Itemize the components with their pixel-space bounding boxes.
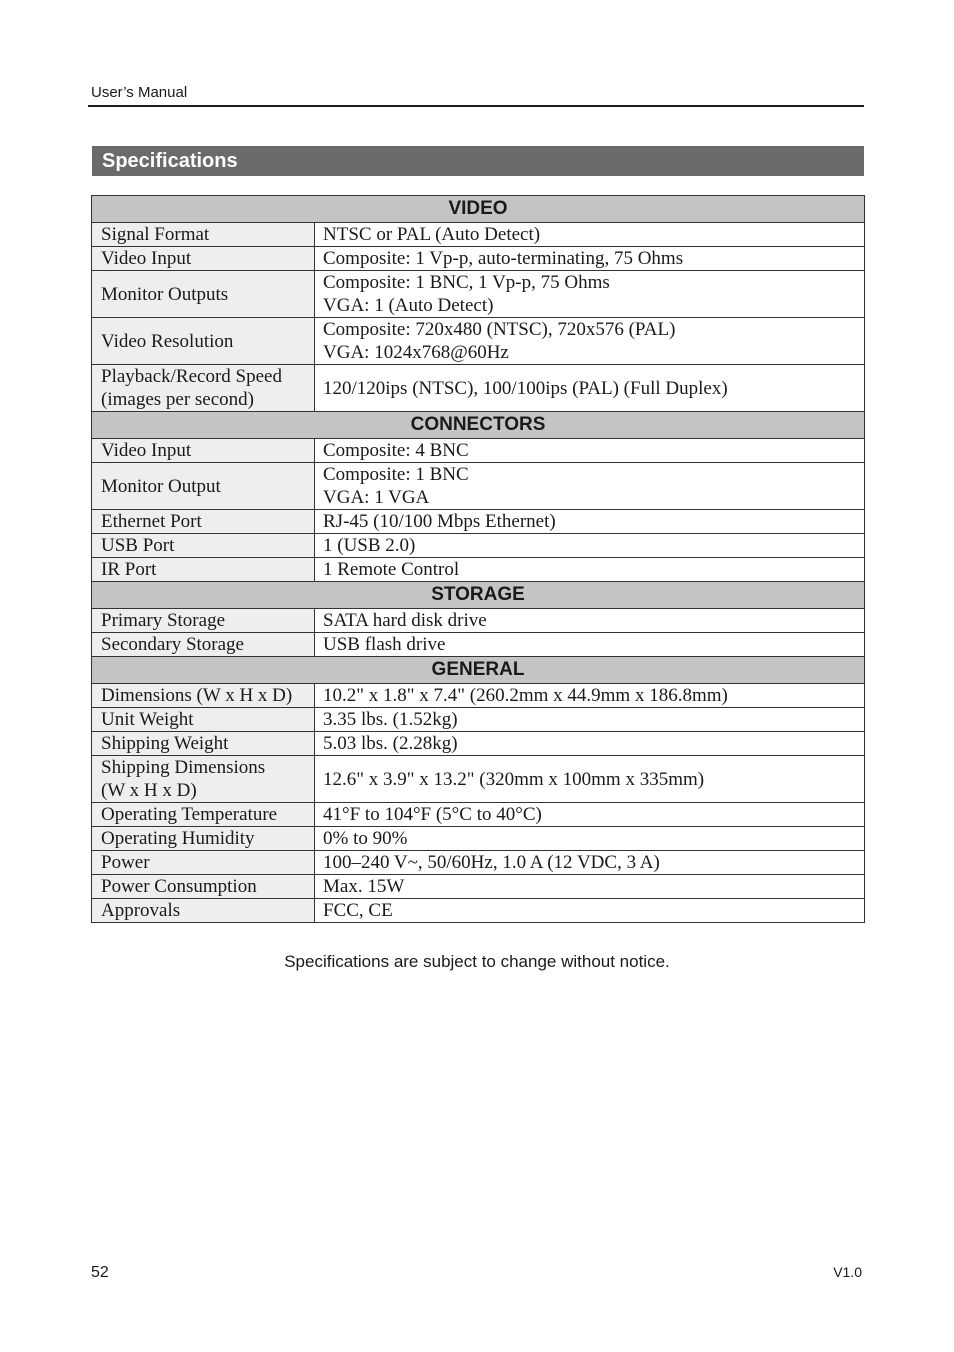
spec-label-cell [92,247,315,271]
spec-value: Composite: 1 BNC [323,464,469,485]
spec-value-cell [315,318,865,365]
spec-value-cell [315,684,865,708]
spec-label-cell [92,633,315,657]
spec-label: Operating Temperature [101,804,278,825]
table-row [92,732,865,756]
table-row [92,899,865,923]
table-row [92,558,865,582]
spec-value-cell [315,223,865,247]
spec-label-cell [92,534,315,558]
spec-value-cell [315,756,865,803]
category-row [92,196,865,223]
spec-label-cell [92,803,315,827]
table-row [92,875,865,899]
page-number: 52 [91,1264,109,1281]
spec-value: FCC, CE [323,900,393,921]
spec-label: Signal Format [101,224,210,245]
spec-value-cell [315,803,865,827]
table-row [92,318,865,365]
section-title: Specifications [102,149,238,172]
spec-value: VGA: 1 VGA [323,487,430,508]
spec-label-cell [92,875,315,899]
category-header: VIDEO [92,196,865,223]
spec-value-cell [315,708,865,732]
spec-table [91,195,865,923]
spec-label-cell [92,271,315,318]
spec-value: 41°F to 104°F (5°C to 40°C) [323,804,542,825]
spec-value-cell [315,732,865,756]
spec-value-cell [315,851,865,875]
spec-label: Monitor Outputs [101,283,229,305]
spec-label: Secondary Storage [101,634,244,655]
category-header: GENERAL [92,657,865,684]
spec-value-cell [315,463,865,510]
spec-value: 1 (USB 2.0) [323,535,416,556]
spec-label: Shipping Weight [101,733,229,754]
category-header: CONNECTORS [92,412,865,439]
running-header: User’s Manual [91,84,188,101]
spec-table-body [92,196,865,923]
table-row [92,756,865,803]
spec-value-cell [315,633,865,657]
spec-value: VGA: 1 (Auto Detect) [323,295,494,316]
spec-value: 120/120ips (NTSC), 100/100ips (PAL) (Full Duplex) [323,377,728,399]
spec-label: Operating Humidity [101,828,255,849]
spec-label: Power [101,852,150,873]
spec-label: Video Input [101,248,192,269]
spec-value-cell [315,271,865,318]
table-row [92,365,865,412]
spec-value: Max. 15W [323,876,405,897]
table-row [92,609,865,633]
spec-value-cell [315,534,865,558]
spec-label-cell [92,732,315,756]
spec-value-cell [315,439,865,463]
header-rule [88,105,864,107]
spec-label-cell [92,365,315,412]
spec-value: Composite: 4 BNC [323,440,469,461]
spec-value: NTSC or PAL (Auto Detect) [323,224,541,245]
spec-label-cell [92,609,315,633]
spec-value-cell [315,558,865,582]
spec-label-cell [92,851,315,875]
spec-label: Unit Weight [101,709,194,730]
category-header: STORAGE [92,582,865,609]
spec-label-cell [92,756,315,803]
table-row [92,439,865,463]
spec-label-cell [92,558,315,582]
spec-label: Playback/Record Speed [101,366,282,387]
spec-value-cell [315,247,865,271]
spec-value: 100–240 V~, 50/60Hz, 1.0 A (12 VDC, 3 A) [323,852,660,873]
spec-label-cell [92,463,315,510]
spec-value: 12.6" x 3.9" x 13.2" (320mm x 100mm x 335mm) [323,768,705,790]
spec-label: Video Input [101,440,192,461]
spec-label: Approvals [101,900,181,921]
spec-label-cell [92,827,315,851]
spec-label: Shipping Dimensions [101,757,266,778]
spec-value: Composite: 1 BNC, 1 Vp-p, 75 Ohms [323,272,610,293]
spec-label-cell [92,439,315,463]
table-row [92,827,865,851]
spec-value: VGA: 1024x768@60Hz [323,342,509,363]
spec-label: (images per second) [101,389,254,410]
spec-label-cell [92,510,315,534]
spec-value: USB flash drive [323,634,446,655]
spec-label: IR Port [101,559,157,580]
spec-value: 1 Remote Control [323,559,460,580]
spec-value: Composite: 720x480 (NTSC), 720x576 (PAL) [323,319,676,340]
spec-label: Power Consumption [101,876,257,897]
spec-value-cell [315,510,865,534]
spec-label: Dimensions (W x H x D) [101,685,293,706]
table-row [92,708,865,732]
category-row [92,582,865,609]
spec-value: 5.03 lbs. (2.28kg) [323,733,458,754]
table-row [92,851,865,875]
table-row [92,463,865,510]
spec-value-cell [315,827,865,851]
spec-label-cell [92,708,315,732]
spec-value-cell [315,875,865,899]
table-row [92,247,865,271]
spec-label-cell [92,899,315,923]
spec-value-cell [315,609,865,633]
table-row [92,271,865,318]
table-row [92,534,865,558]
spec-value: 3.35 lbs. (1.52kg) [323,709,458,730]
section-banner [92,146,864,176]
spec-label: USB Port [101,535,175,556]
spec-value-cell [315,365,865,412]
spec-label: (W x H x D) [101,780,197,801]
spec-value: SATA hard disk drive [323,610,487,631]
category-row [92,412,865,439]
category-row [92,657,865,684]
spec-label: Ethernet Port [101,511,202,532]
spec-label: Video Resolution [101,330,234,352]
table-row [92,803,865,827]
spec-label: Monitor Output [101,475,221,497]
spec-label-cell [92,684,315,708]
spec-label-cell [92,318,315,365]
table-row [92,633,865,657]
table-row [92,510,865,534]
table-row [92,684,865,708]
spec-value: RJ-45 (10/100 Mbps Ethernet) [323,511,556,532]
footnote: Specifications are subject to change without notice. [284,952,670,971]
spec-value: Composite: 1 Vp-p, auto-terminating, 75 Ohms [323,248,684,269]
spec-value: 0% to 90% [323,828,408,849]
spec-value: 10.2" x 1.8" x 7.4" (260.2mm x 44.9mm x 186.8mm) [323,685,728,706]
spec-label-cell [92,223,315,247]
spec-label: Primary Storage [101,610,226,631]
version-label: V1.0 [833,1264,862,1280]
spec-value-cell [315,899,865,923]
table-row [92,223,865,247]
